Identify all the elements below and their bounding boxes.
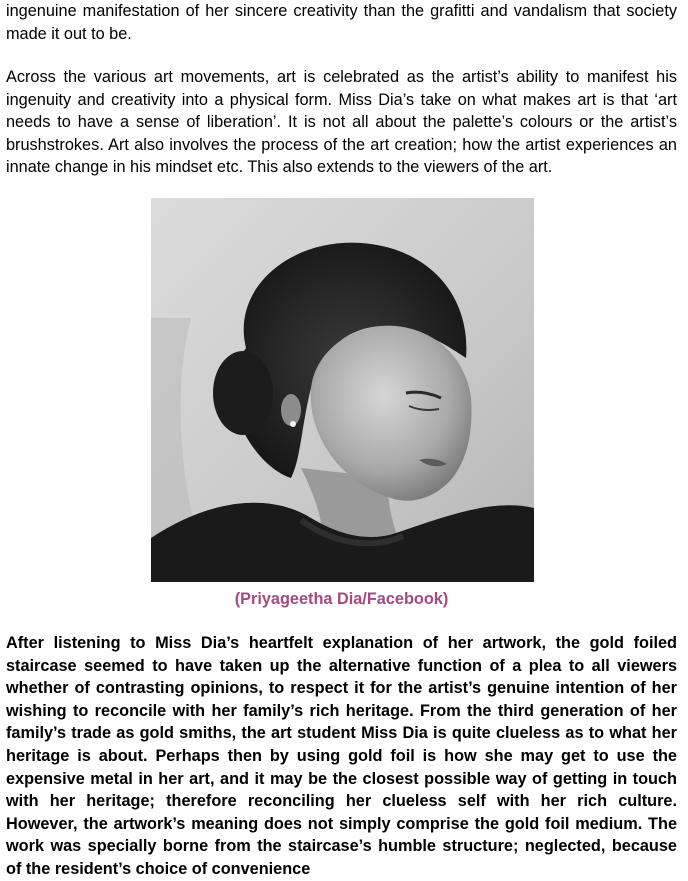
article-paragraph-3: After listening to Miss Dia’s heartfelt explanation of her artwork, the gold foiled staircase seemed to have taken up the alternative function of a plea to all viewers whether of contrasting opinions, to respect it for the artist’s genuine intention of her wishing to reconcile with her family’s rich heritage. From the third generation of her family’s trade as gold smiths, the art student Miss Dia is quite clueless as to what her heritage is about. Perhaps then by using gold foil is how she may get to use the expensive metal in her art, and it may be the closest possible way of getting in touch with her heritage; therefore reconciling her clueless self with her rich culture. However, the artwork’s meaning does not simply comprise the gold foil medium. The work was specially borne from the staircase’s humble structure; neglected, because of the resident’s choice of convenience [6,634,677,878]
photo-caption-text: (Priyageetha Dia/Facebook) [234,590,449,608]
photo-caption [6,589,677,609]
article-paragraph-2: Across the various art movements, art is celebrated as the artist’s ability to manifest his ingenuity and creativity into a physical form. Miss Dia’s take on what makes art is that ‘art needs to have a sense of liberation’. It is not all about the palette’s colours or the artist’s brushstrokes. Art also involves the process of the art creation; how the artist experiences an innate change in his mindset etc. This also extends to the viewers of the art. [6,68,677,177]
portrait-photo [151,198,534,582]
article-paragraph-1: ingenuine manifestation of her sincere creativity than the grafitti and vandalism that society made it out to be. [6,2,677,43]
